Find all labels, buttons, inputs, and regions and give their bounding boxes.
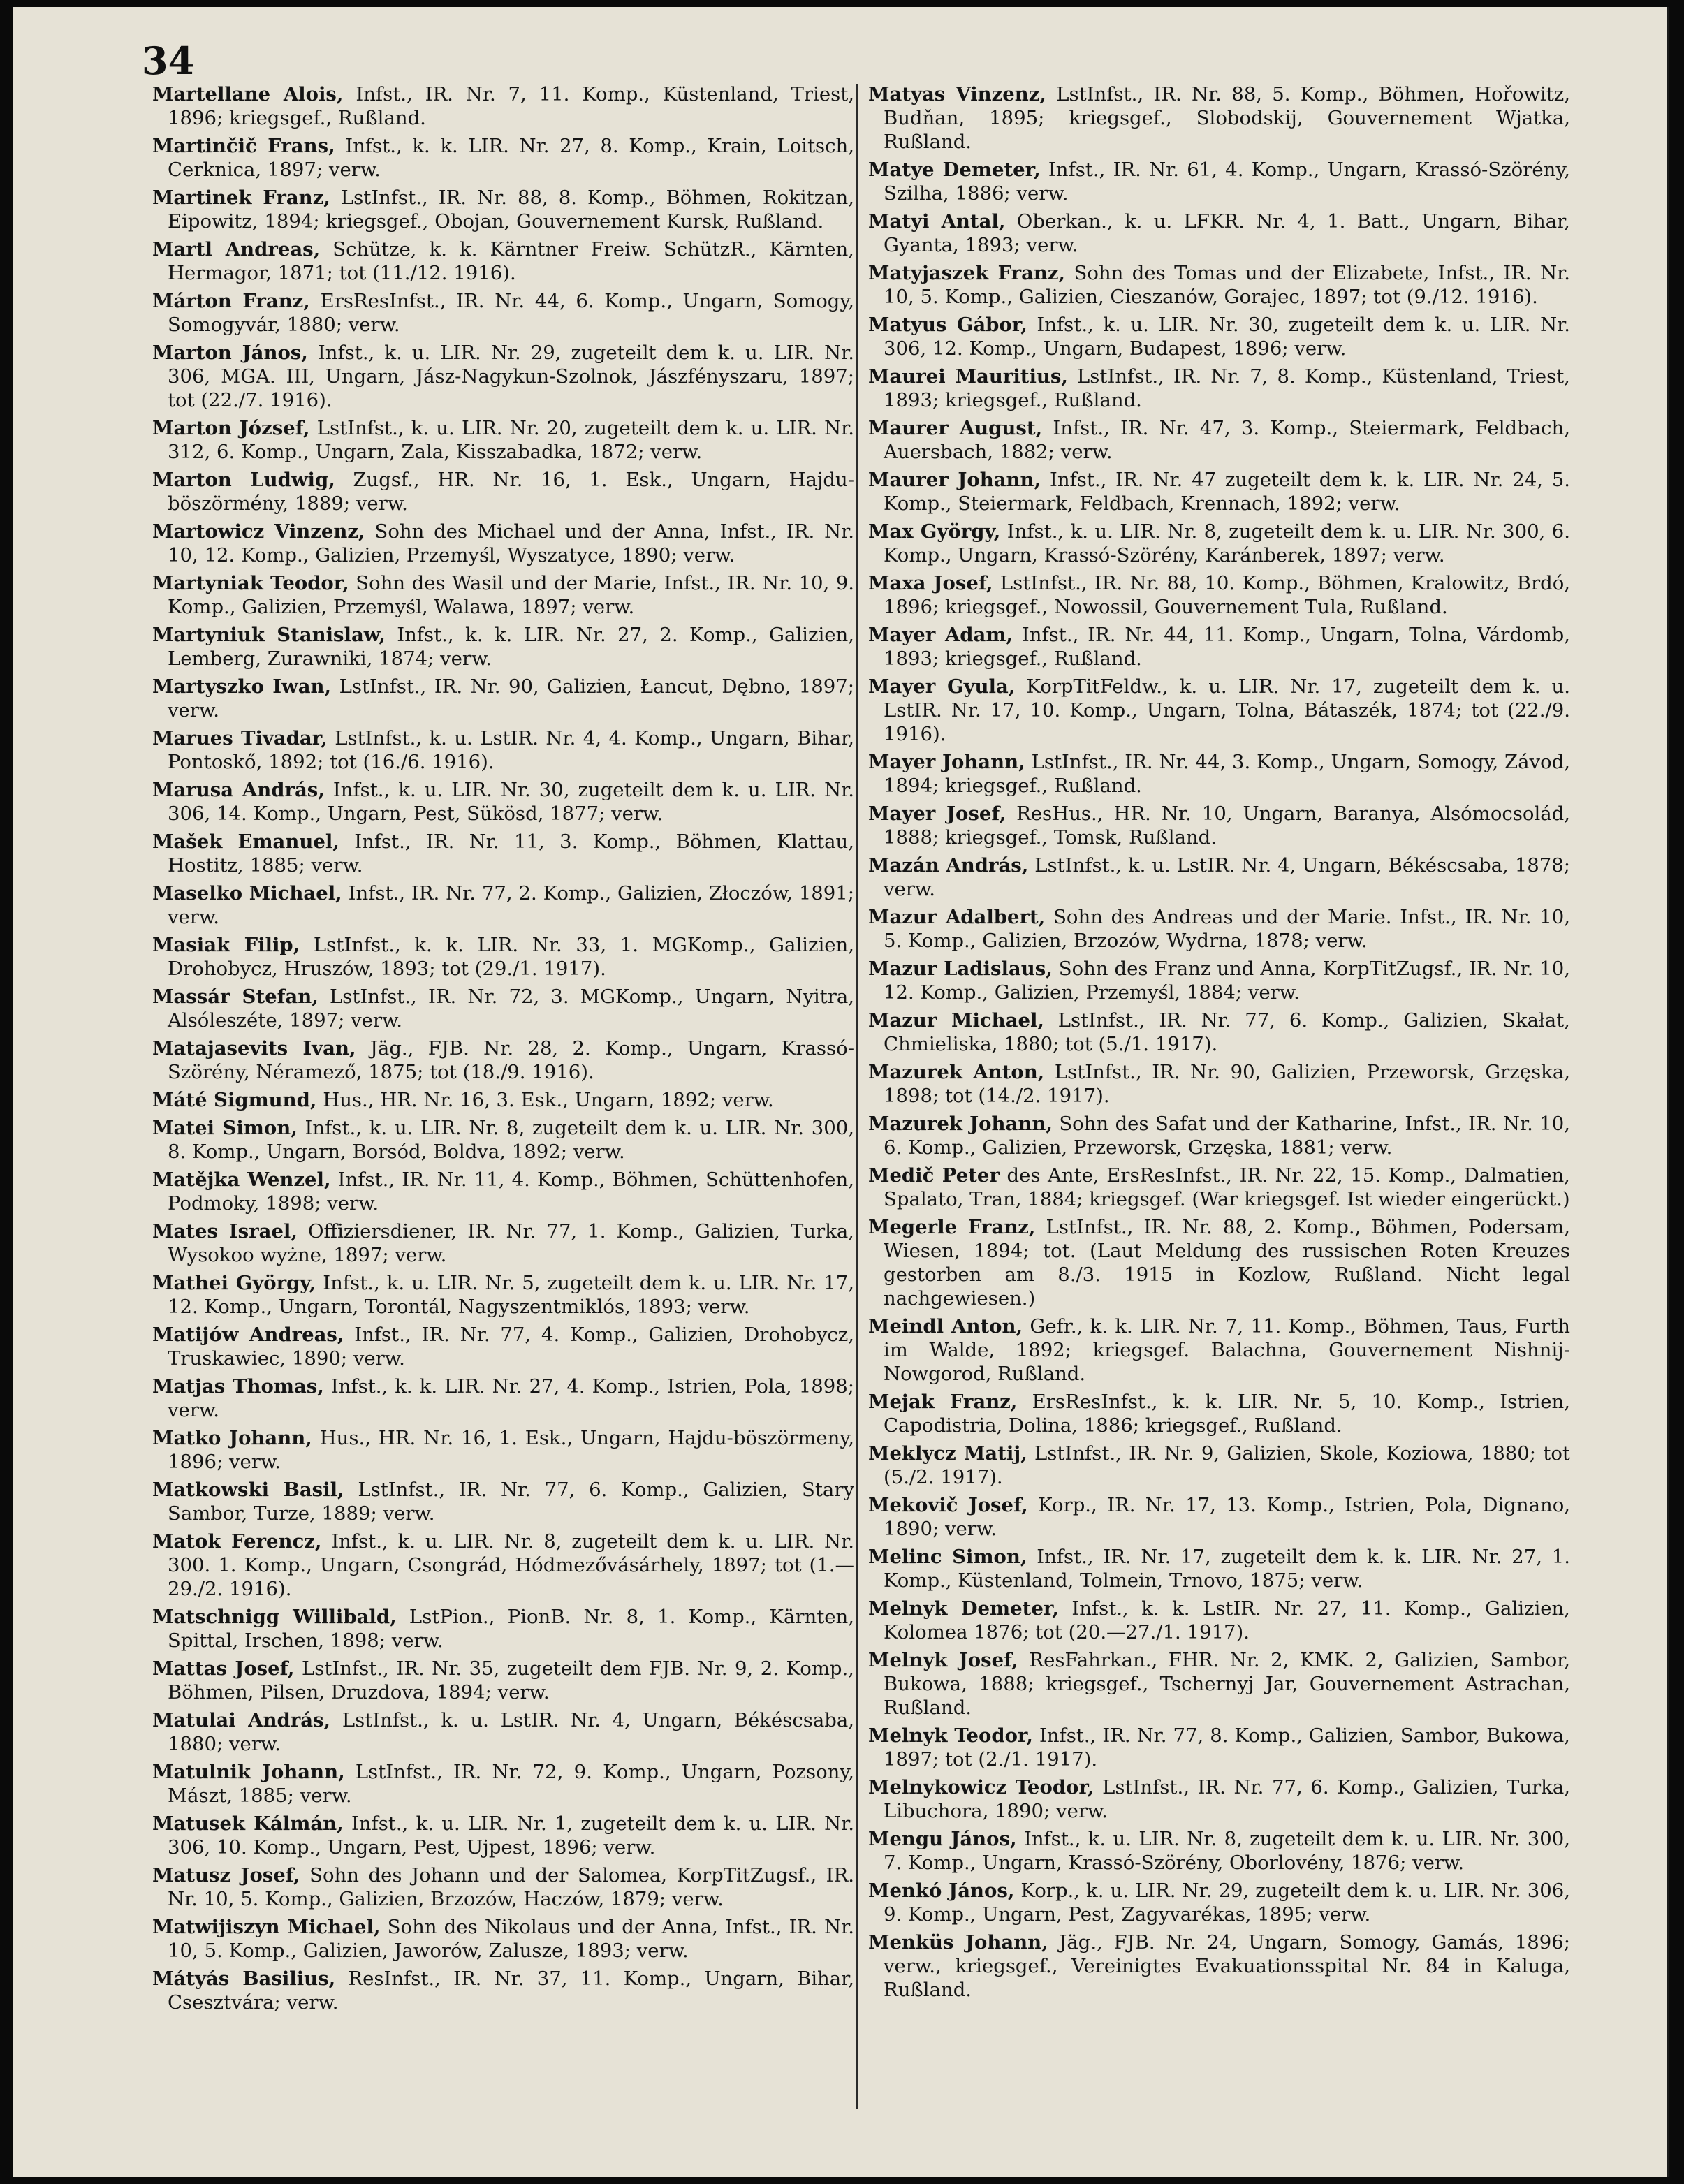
entry-details: des Ante, ErsResInfst., IR. Nr. 22, 15. Komp., Dalmatien, Spalato, Tran, 1884; kriegsgef. (War kriegsgef. Ist wieder eingerückt.) [884, 1164, 1570, 1210]
register-entry [868, 520, 1570, 567]
register-entry [868, 1493, 1570, 1541]
entry-name: Martl Andreas, [152, 238, 321, 261]
column-divider [856, 84, 858, 2109]
entry-name: Martyniuk Stanislaw, [152, 624, 386, 646]
entry-name: Matyjaszek Franz, [868, 262, 1066, 284]
entry-name: Matschnigg Willibald, [152, 1606, 397, 1628]
entry-details: ErsResInfst., IR. Nr. 44, 6. Komp., Ungarn, Somogy, Somogyvár, 1880; verw. [168, 290, 854, 336]
entry-details: LstInfst., IR. Nr. 44, 3. Komp., Ungarn, Somogy, Závod, 1894; kriegsgef., Rußland. [884, 751, 1570, 797]
register-entry [152, 1478, 854, 1525]
register-entry [868, 802, 1570, 849]
entry-details: Infst., IR. Nr. 47 zugeteilt dem k. k. LIR. Nr. 24, 5. Komp., Steiermark, Feldbach, Krennach, 1892; verw. [884, 469, 1571, 515]
register-entry [152, 1863, 854, 1911]
entry-name: Melnykowicz Teodor, [868, 1776, 1094, 1798]
entry-name: Martinčič Frans, [152, 135, 335, 157]
entry-details: Sohn des Tomas und der Elizabete, Infst., IR. Nr. 10, 5. Komp., Galizien, Cieszanów, Gorajec, 1897; tot (9./12. 1916). [884, 262, 1571, 308]
entry-name: Max György, [868, 520, 1001, 543]
entry-details: Sohn des Safat und der Katharine, Infst., IR. Nr. 10, 6. Komp., Galizien, Przeworsk, Grzęska, 1881; verw. [884, 1113, 1570, 1159]
register-entry [868, 675, 1570, 746]
entry-name: Marusa András, [152, 779, 325, 801]
register-entry [152, 985, 854, 1032]
entry-details: ErsResInfst., k. k. LIR. Nr. 5, 10. Komp., Istrien, Capodistria, Dolina, 1886; kriegsgef., Rußland. [884, 1391, 1570, 1437]
entry-name: Mátyás Basilius, [152, 1967, 336, 1990]
register-entry [868, 1827, 1570, 1875]
entry-name: Melnyk Teodor, [868, 1724, 1033, 1747]
entry-details: Infst., IR. Nr. 17, zugeteilt dem k. k. LIR. Nr. 27, 1. Komp., Küstenland, Tolmein, Trnovo, 1875; verw. [884, 1546, 1570, 1592]
register-entry [868, 1112, 1570, 1159]
entry-name: Mattas Josef, [152, 1657, 295, 1680]
entry-details: Infst., k. u. LIR. Nr. 8, zugeteilt dem k. u. LIR. Nr. 300. 1. Komp., Ungarn, Csongrád, Hódmezővásárhely, 1897; tot (1.—29./2. 1916). [168, 1530, 854, 1600]
entry-name: Mazur Ladislaus, [868, 958, 1053, 980]
entry-details: Offiziersdiener, IR. Nr. 77, 1. Komp., Galizien, Turka, Wysokoo wyżne, 1897; verw. [168, 1220, 854, 1266]
entry-details: Infst., k. k. LstIR. Nr. 27, 11. Komp., Galizien, Kolomea 1876; tot (20.—27./1. 1917). [884, 1597, 1570, 1643]
entry-name: Marton Ludwig, [152, 469, 335, 491]
entry-name: Martyszko Iwan, [152, 675, 332, 698]
entry-name: Masiak Filip, [152, 934, 300, 956]
entry-details: Infst., IR. Nr. 11, 4. Komp., Böhmen, Schüttenhofen, Podmoky, 1898; verw. [168, 1168, 854, 1215]
entry-name: Maurer Johann, [868, 469, 1041, 491]
register-entry [152, 1605, 854, 1652]
entry-details: Infst., k. k. LIR. Nr. 27, 2. Komp., Galizien, Lemberg, Zurawniki, 1874; verw. [168, 624, 854, 670]
register-entry [152, 341, 854, 412]
entry-details: LstInfst., IR. Nr. 88, 2. Komp., Böhmen, Podersam, Wiesen, 1894; tot. (Laut Meldung des russischen Roten Kreuzes gestorben am 8./3. 1915 in Kozlow, Rußland. Nicht legal nachgewiesen.) [884, 1216, 1570, 1310]
register-entry [868, 853, 1570, 901]
register-entry [152, 520, 854, 567]
entry-name: Matusz Josef, [152, 1864, 300, 1886]
entry-name: Massár Stefan, [152, 985, 319, 1008]
entry-details: Infst., IR. Nr. 77, 8. Komp., Galizien, Sambor, Bukowa, 1897; tot (2./1. 1917). [884, 1724, 1570, 1771]
register-entry [152, 675, 854, 722]
register-entry [152, 1219, 854, 1267]
register-entry [868, 957, 1570, 1004]
register-entry [868, 1390, 1570, 1437]
entry-details: Korp., k. u. LIR. Nr. 29, zugeteilt dem k. u. LIR. Nr. 306, 9. Komp., Ungarn, Pest, Zagyvarékas, 1895; verw. [884, 1879, 1570, 1926]
register-entry [868, 1164, 1570, 1211]
register-entry [152, 1168, 854, 1215]
register-entry [868, 905, 1570, 953]
register-entry [152, 778, 854, 826]
register-entry [868, 365, 1570, 412]
entry-details: Zugsf., HR. Nr. 16, 1. Esk., Ungarn, Hajdu-böszörmény, 1889; verw. [168, 469, 855, 515]
register-entry [868, 261, 1570, 309]
entry-name: Mekovič Josef, [868, 1494, 1028, 1516]
entry-name: Matyus Gábor, [868, 314, 1027, 336]
entry-details: Infst., k. u. LIR. Nr. 8, zugeteilt dem k. u. LIR. Nr. 300, 8. Komp., Ungarn, Borsód, Boldva, 1892; verw. [168, 1117, 854, 1163]
register-entry [152, 1657, 854, 1704]
entry-name: Marton János, [152, 342, 308, 364]
register-entry [152, 1915, 854, 1963]
entry-details: LstPion., PionB. Nr. 8, 1. Komp., Kärnten, Spittal, Irschen, 1898; verw. [168, 1606, 855, 1652]
entry-name: Menkó János, [868, 1879, 1015, 1902]
entry-details: Sohn des Franz und Anna, KorpTitZugsf., IR. Nr. 10, 12. Komp., Galizien, Przemyśl, 1884; verw. [884, 958, 1570, 1004]
entry-name: Matyi Antal, [868, 210, 1006, 233]
entry-details: Infst., IR. Nr. 44, 11. Komp., Ungarn, Tolna, Várdomb, 1893; kriegsgef., Rußland. [884, 624, 1571, 670]
entry-name: Mayer Gyula, [868, 675, 1016, 698]
entry-details: Sohn des Johann und der Salomea, KorpTitZugsf., IR. Nr. 10, 5. Komp., Galizien, Brzozów, Haczów, 1879; verw. [168, 1864, 854, 1910]
entry-details: Sohn des Andreas und der Marie. Infst., IR. Nr. 10, 5. Komp., Galizien, Brzozów, Wydrna, 1878; verw. [884, 906, 1570, 952]
register-entry [868, 416, 1570, 464]
entry-details: LstInfst., IR. Nr. 77, 6. Komp., Galizien, Skałat, Chmieliska, 1880; tot (5./1. 1917). [884, 1009, 1570, 1055]
entry-details: Oberkan., k. u. LFKR. Nr. 4, 1. Batt., Ungarn, Bihar, Gyanta, 1893; verw. [884, 210, 1571, 256]
register-entry [152, 830, 854, 877]
entry-details: LstInfst., IR. Nr. 77, 6. Komp., Galizien, Stary Sambor, Turze, 1889; verw. [168, 1479, 854, 1525]
entry-details: ResInfst., IR. Nr. 37, 11. Komp., Ungarn, Bihar, Csesztvára; verw. [168, 1967, 854, 2014]
entry-name: Medič Peter [868, 1164, 1000, 1187]
entry-name: Maurei Mauritius, [868, 365, 1068, 388]
entry-name: Marues Tivadar, [152, 727, 328, 749]
entry-details: Infst., k. u. LIR. Nr. 29, zugeteilt dem k. u. LIR. Nr. 306, MGA. III, Ungarn, Jász-Nagykun-Szolnok, Jászfényszaru, 1897; tot (22./7. 1916). [168, 342, 854, 411]
register-entry [152, 881, 854, 929]
entry-details: Infst., k. u. LIR. Nr. 5, zugeteilt dem k. u. LIR. Nr. 17, 12. Komp., Ungarn, Torontál, Nagyszentmiklós, 1893; verw. [168, 1272, 854, 1318]
entry-name: Martellane Alois, [152, 83, 344, 105]
entry-details: LstInfst., k. u. LstIR. Nr. 4, Ungarn, Békéscsaba, 1878; verw. [884, 854, 1570, 900]
entry-name: Maxa Josef, [868, 572, 993, 594]
entry-details: LstInfst., IR. Nr. 35, zugeteilt dem FJB. Nr. 9, 2. Komp., Böhmen, Pilsen, Druzdova, 1894; verw. [168, 1657, 855, 1703]
entry-details: ResHus., HR. Nr. 10, Ungarn, Baranya, Alsómocsolád, 1888; kriegsgef., Tomsk, Rußland. [884, 802, 1570, 849]
entry-details: Gefr., k. k. LIR. Nr. 7, 11. Komp., Böhmen, Taus, Furth im Walde, 1892; kriegsgef. Balachna, Gouvernement Nishnij-Nowgorod, Rußland. [884, 1315, 1570, 1385]
entry-details: Jäg., FJB. Nr. 24, Ungarn, Somogy, Gamás, 1896; verw., kriegsgef., Vereinigtes Evakuationsspital Nr. 84 in Kaluga, Rußland. [884, 1931, 1570, 2001]
register-entry [152, 1323, 854, 1370]
entry-details: Hus., HR. Nr. 16, 3. Esk., Ungarn, 1892; verw. [316, 1089, 774, 1111]
register-entry [868, 468, 1570, 515]
register-entry [152, 134, 854, 182]
register-entry [152, 933, 854, 981]
register-entry [868, 1930, 1570, 2002]
entry-name: Marton József, [152, 417, 310, 439]
register-entry [868, 82, 1570, 154]
entry-details: Infst., k. u. LIR. Nr. 30, zugeteilt dem k. u. LIR. Nr. 306, 14. Komp., Ungarn, Pest, Sükösd, 1877; verw. [168, 779, 854, 825]
register-entry [868, 313, 1570, 360]
entry-details: Infst., k. u. LIR. Nr. 8, zugeteilt dem k. u. LIR. Nr. 300, 6. Komp., Ungarn, Krassó-Szörény, Karánberek, 1897; verw. [884, 520, 1570, 566]
entry-name: Matulnik Johann, [152, 1761, 345, 1783]
entry-details: LstInfst., k. u. LstIR. Nr. 4, 4. Komp., Ungarn, Bihar, Pontoskő, 1892; tot (16./6. 1916). [168, 727, 854, 773]
register-entry [152, 1760, 854, 1808]
register-entry [152, 1812, 854, 1859]
register-entry [152, 1375, 854, 1422]
entry-name: Mazurek Anton, [868, 1061, 1045, 1083]
register-entry [152, 468, 854, 515]
entry-details: LstInfst., IR. Nr. 9, Galizien, Skole, Koziowa, 1880; tot (5./2. 1917). [884, 1442, 1570, 1488]
register-entry [868, 1545, 1570, 1592]
register-entry [868, 1314, 1570, 1386]
entry-name: Mathei György, [152, 1272, 316, 1294]
entry-details: LstInfst., IR. Nr. 90, Galizien, Przeworsk, Grzęska, 1898; tot (14./2. 1917). [884, 1061, 1570, 1107]
register-entry [152, 82, 854, 130]
entry-name: Mengu János, [868, 1828, 1017, 1850]
entry-name: Melnyk Demeter, [868, 1597, 1059, 1620]
register-entry [868, 1597, 1570, 1644]
entry-name: Maurer August, [868, 417, 1043, 439]
entry-details: Infst., k. u. LIR. Nr. 1, zugeteilt dem k. u. LIR. Nr. 306, 10. Komp., Ungarn, Pest, Ujpest, 1896; verw. [168, 1812, 854, 1859]
register-entry [152, 1116, 854, 1164]
entry-name: Mejak Franz, [868, 1391, 1018, 1413]
entry-name: Matei Simon, [152, 1117, 298, 1139]
entry-details: LstInfst., IR. Nr. 77, 6. Komp., Galizien, Turka, Libuchora, 1890; verw. [884, 1776, 1570, 1822]
entry-details: LstInfst., IR. Nr. 72, 3. MGKomp., Ungarn, Nyitra, Alsóleszéte, 1897; verw. [168, 985, 854, 1032]
entry-name: Meklycz Matij, [868, 1442, 1027, 1465]
register-entry [868, 1009, 1570, 1056]
entry-name: Matkowski Basil, [152, 1479, 344, 1501]
register-entry [152, 416, 854, 464]
left-column [152, 82, 854, 2018]
entry-details: ResFahrkan., FHR. Nr. 2, KMK. 2, Galizien, Sambor, Bukowa, 1888; kriegsgef., Tschernyj Jar, Gouvernement Astrachan, Rußland. [884, 1649, 1570, 1719]
register-entry [152, 1271, 854, 1319]
entry-details: Korp., IR. Nr. 17, 13. Komp., Istrien, Pola, Dignano, 1890; verw. [884, 1494, 1570, 1540]
entry-name: Matok Ferencz, [152, 1530, 322, 1553]
entry-name: Maselko Michael, [152, 882, 342, 904]
entry-name: Meindl Anton, [868, 1315, 1023, 1337]
entry-details: Sohn des Michael und der Anna, Infst., IR. Nr. 10, 12. Komp., Galizien, Przemyśl, Wyszatyce, 1890; verw. [168, 520, 854, 566]
entry-details: Infst., k. u. LIR. Nr. 30, zugeteilt dem k. u. LIR. Nr. 306, 12. Komp., Ungarn, Budapest, 1896; verw. [884, 314, 1571, 360]
entry-details: Schütze, k. k. Kärntner Freiw. SchützR., Kärnten, Hermagor, 1871; tot (11./12. 1916). [168, 238, 854, 284]
entry-details: Jäg., FJB. Nr. 28, 2. Komp., Ungarn, Krassó-Szörény, Néramező, 1875; tot (18./9. 1916). [168, 1037, 854, 1083]
entry-name: Mates Israel, [152, 1220, 298, 1243]
register-entry [152, 571, 854, 619]
register-entry [152, 186, 854, 233]
entry-details: Infst., IR. Nr. 77, 4. Komp., Galizien, Drohobycz, Truskawiec, 1890; verw. [168, 1324, 854, 1370]
entry-name: Márton Franz, [152, 290, 310, 312]
entry-details: Infst., k. k. LIR. Nr. 27, 4. Komp., Istrien, Pola, 1898; verw. [168, 1375, 855, 1421]
register-entry [868, 571, 1570, 619]
register-entry [152, 1426, 854, 1474]
entry-name: Matulai András, [152, 1709, 331, 1731]
entry-details: Hus., HR. Nr. 16, 1. Esk., Ungarn, Hajdu-böszörmeny, 1896; verw. [168, 1427, 854, 1473]
entry-details: LstInfst., IR. Nr. 90, Galizien, Łancut, Dębno, 1897; verw. [168, 675, 854, 721]
register-entry [152, 289, 854, 337]
entry-name: Matjas Thomas, [152, 1375, 324, 1398]
entry-name: Matyas Vinzenz, [868, 83, 1046, 105]
register-entry [152, 1088, 854, 1112]
entry-name: Menküs Johann, [868, 1931, 1048, 1954]
entry-name: Mayer Adam, [868, 624, 1013, 646]
entry-details: Infst., IR. Nr. 61, 4. Komp., Ungarn, Krassó-Szörény, Szilha, 1886; verw. [884, 159, 1570, 205]
entry-details: Sohn des Wasil und der Marie, Infst., IR. Nr. 10, 9. Komp., Galizien, Przemyśl, Walawa, 1897; verw. [168, 572, 854, 618]
entry-details: LstInfst., k. u. LstIR. Nr. 4, Ungarn, Békéscsaba, 1880; verw. [168, 1709, 854, 1755]
entry-name: Mayer Josef, [868, 802, 1006, 825]
entry-name: Melinc Simon, [868, 1546, 1027, 1568]
register-entry [152, 237, 854, 285]
entry-details: LstInfst., IR. Nr. 88, 10. Komp., Böhmen, Kralowitz, Brdó, 1896; kriegsgef., Nowossil, Gouvernement Tula, Rußland. [884, 572, 1570, 618]
register-entry [868, 1648, 1570, 1720]
register-entry [868, 1215, 1570, 1310]
entry-details: Infst., IR. Nr. 77, 2. Komp., Galizien, Złoczów, 1891; verw. [168, 882, 854, 928]
entry-details: LstInfst., IR. Nr. 88, 5. Komp., Böhmen, Hořowitz, Budňan, 1895; kriegsgef., Slobodskij, Gouvernement Wjatka, Rußland. [884, 83, 1570, 153]
entry-name: Mayer Johann, [868, 751, 1025, 773]
register-entry [868, 1060, 1570, 1108]
register-entry [868, 210, 1570, 257]
page-number: 34 [142, 38, 195, 83]
entry-name: Martyniak Teodor, [152, 572, 349, 594]
entry-name: Matijów Andreas, [152, 1324, 344, 1346]
entry-name: Matajasevits Ivan, [152, 1037, 356, 1060]
entry-name: Matějka Wenzel, [152, 1168, 331, 1191]
entry-name: Matwijiszyn Michael, [152, 1916, 381, 1938]
register-entry [152, 1967, 854, 2014]
entry-details: Infst., IR. Nr. 7, 11. Komp., Küstenland, Triest, 1896; kriegsgef., Rußland. [168, 83, 855, 129]
entry-details: LstInfst., k. u. LIR. Nr. 20, zugeteilt dem k. u. LIR. Nr. 312, 6. Komp., Ungarn, Zala, Kisszabadka, 1872; verw. [168, 417, 855, 463]
document-page [13, 7, 1669, 2177]
register-entry [868, 750, 1570, 798]
register-entry [152, 1530, 854, 1601]
entry-name: Melnyk Josef, [868, 1649, 1018, 1671]
entry-name: Mazán András, [868, 854, 1029, 877]
register-entry [868, 1442, 1570, 1489]
entry-name: Matko Johann, [152, 1427, 312, 1449]
entry-details: LstInfst., IR. Nr. 88, 8. Komp., Böhmen, Rokitzan, Eipowitz, 1894; kriegsgef., Obojan, Gouvernement Kursk, Rußland. [168, 186, 854, 233]
right-column [868, 82, 1570, 2006]
entry-details: Infst., k. u. LIR. Nr. 8, zugeteilt dem k. u. LIR. Nr. 300, 7. Komp., Ungarn, Krassó-Szörény, Oborlovény, 1876; verw. [884, 1828, 1570, 1874]
register-entry [868, 1775, 1570, 1823]
entry-details: Infst., k. k. LIR. Nr. 27, 8. Komp., Krain, Loitsch, Cerknica, 1897; verw. [168, 135, 854, 181]
scan-edge [1667, 7, 1669, 2177]
entry-name: Megerle Franz, [868, 1216, 1036, 1238]
entry-name: Mazur Michael, [868, 1009, 1044, 1032]
register-entry [152, 1708, 854, 1756]
entry-details: Sohn des Nikolaus und der Anna, Infst., IR. Nr. 10, 5. Komp., Galizien, Jaworów, Zalusze, 1893; verw. [168, 1916, 854, 1962]
register-entry [152, 1036, 854, 1084]
entry-details: Infst., IR. Nr. 11, 3. Komp., Böhmen, Klattau, Hostitz, 1885; verw. [168, 830, 854, 877]
entry-name: Mazurek Johann, [868, 1113, 1053, 1135]
register-entry [152, 726, 854, 774]
entry-name: Martinek Franz, [152, 186, 330, 209]
entry-name: Matusek Kálmán, [152, 1812, 344, 1835]
entry-details: LstInfst., IR. Nr. 7, 8. Komp., Küstenland, Triest, 1893; kriegsgef., Rußland. [884, 365, 1570, 411]
register-entry [868, 158, 1570, 205]
register-entry [868, 1724, 1570, 1771]
entry-name: Mazur Adalbert, [868, 906, 1046, 928]
entry-name: Martowicz Vinzenz, [152, 520, 365, 543]
entry-details: KorpTitFeldw., k. u. LIR. Nr. 17, zugeteilt dem k. u. LstIR. Nr. 17, 10. Komp., Ungarn, Tolna, Bátaszék, 1874; tot (22./9. 1916). [884, 675, 1570, 745]
entry-details: LstInfst., IR. Nr. 72, 9. Komp., Ungarn, Pozsony, Mászt, 1885; verw. [168, 1761, 854, 1807]
entry-details: Infst., IR. Nr. 47, 3. Komp., Steiermark, Feldbach, Auersbach, 1882; verw. [884, 417, 1570, 463]
entry-name: Mašek Emanuel, [152, 830, 339, 853]
register-entry [868, 1879, 1570, 1926]
register-entry [868, 623, 1570, 670]
entry-details: LstInfst., k. k. LIR. Nr. 33, 1. MGKomp., Galizien, Drohobycz, Hruszów, 1893; tot (29./1. 1917). [168, 934, 854, 980]
entry-name: Máté Sigmund, [152, 1089, 317, 1111]
register-entry [152, 623, 854, 670]
entry-name: Matye Demeter, [868, 159, 1041, 181]
